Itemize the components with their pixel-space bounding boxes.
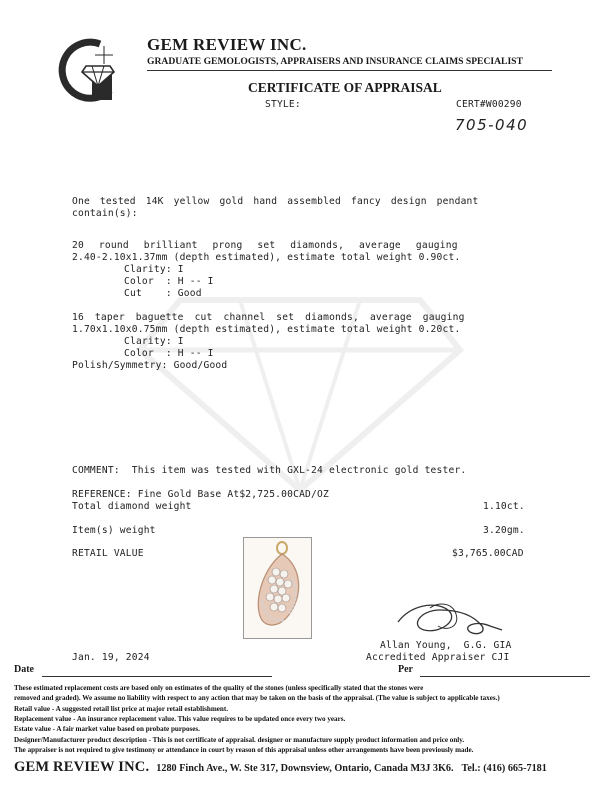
footer-company: GEM REVIEW INC. [14,759,150,775]
appraiser-name: Allan Young, G.G. GIA [380,640,512,651]
cert-number: CERT#W00290 [456,99,522,110]
group1-line-2: 2.40-2.10x1.37mm (depth estimated), estimate total weight 0.90ct. [72,252,461,263]
group1-cut: Cut : Good [124,288,202,299]
signature-icon [390,596,510,640]
disclaimer-line-5: Estate value - A fair market value based on probate purposes. [14,725,200,733]
group2-line-2: 1.70x1.10x0.75mm (depth estimated), estimate total weight 0.20ct. [72,324,461,335]
style-label: STYLE: [265,99,301,110]
disclaimer-line-6: Designer/Manufacturer product description - This is not certificate of appraisal. designer or manufacture supply product information and price only. [14,736,465,744]
footer-address: 1280 Finch Ave., W. Ste 317, Downsview, Ontario, Canada M3J 3K6. [156,763,454,774]
per-line [420,676,590,677]
company-tagline: GRADUATE GEMOLOGISTS, APPRAISERS AND INSURANCE CLAIMS SPECIALIST [147,56,523,67]
total-diamond-value: 1.10ct. [483,501,525,512]
intro-line-1: One tested 14K yellow gold hand assembled fancy design pendant [72,196,479,207]
polish-symmetry: Polish/Symmetry: Good/Good [72,360,228,371]
group1-clarity: Clarity: I [124,264,184,275]
group2-color: Color : H -- I [124,348,214,359]
disclaimer-line-2: removed and graded). We assume no liability with respect to any action that may be taken on the basis of the appraisal. (The value is subject to applicable taxes.) [14,694,500,702]
intro-line-2: contain(s): [72,208,138,219]
group2-clarity: Clarity: I [124,336,184,347]
group1-color: Color : H -- I [124,276,214,287]
disclaimer-line-4: Replacement value - An insurance replacement value. This value requires to be updated once every two years. [14,715,346,723]
item-weight-value: 3.20gm. [483,525,525,536]
item-weight-label: Item(s) weight [72,525,156,536]
header-rule [147,70,552,71]
per-label: Per [398,664,413,675]
reference: REFERENCE: Fine Gold Base At$2,725.00CAD/OZ [72,489,329,500]
date-label: Date [14,664,34,675]
handwritten-code: 705-040 [455,116,529,134]
gem-logo-icon [52,34,128,110]
disclaimer-line-1: These estimated replacement costs are based only on estimates of the quality of the stones (unless specifically stated that the stones were [14,684,424,692]
date-line [42,676,272,677]
document-title: CERTIFICATE OF APPRAISAL [248,80,442,95]
group2-line-1: 16 taper baguette cut channel set diamonds, average gauging [72,312,465,323]
company-name: GEM REVIEW INC. [147,35,307,54]
comment: COMMENT: This item was tested with GXL-24 electronic gold tester. [72,465,467,476]
pendant-photo [243,537,312,639]
appraisal-date: Jan. 19, 2024 [72,652,150,663]
disclaimer-line-7: The appraiser is not required to give testimony or attendance in court by reason of this appraisal unless other arrangements have been previously made. [14,746,474,754]
retail-value-amount: $3,765.00CAD [452,548,524,559]
total-diamond-label: Total diamond weight [72,501,192,512]
group1-line-1: 20 round brilliant prong set diamonds, average gauging [72,240,458,251]
appraiser-title: Accredited Appraiser CJI [366,652,510,663]
pendant-illustration-icon [244,538,311,638]
disclaimer-line-3: Retail value - A suggested retail list price at major retail establishment. [14,705,228,713]
footer-line [14,758,547,776]
footer-telephone: Tel.: (416) 665-7181 [461,763,547,774]
retail-value-label: RETAIL VALUE [72,548,144,559]
